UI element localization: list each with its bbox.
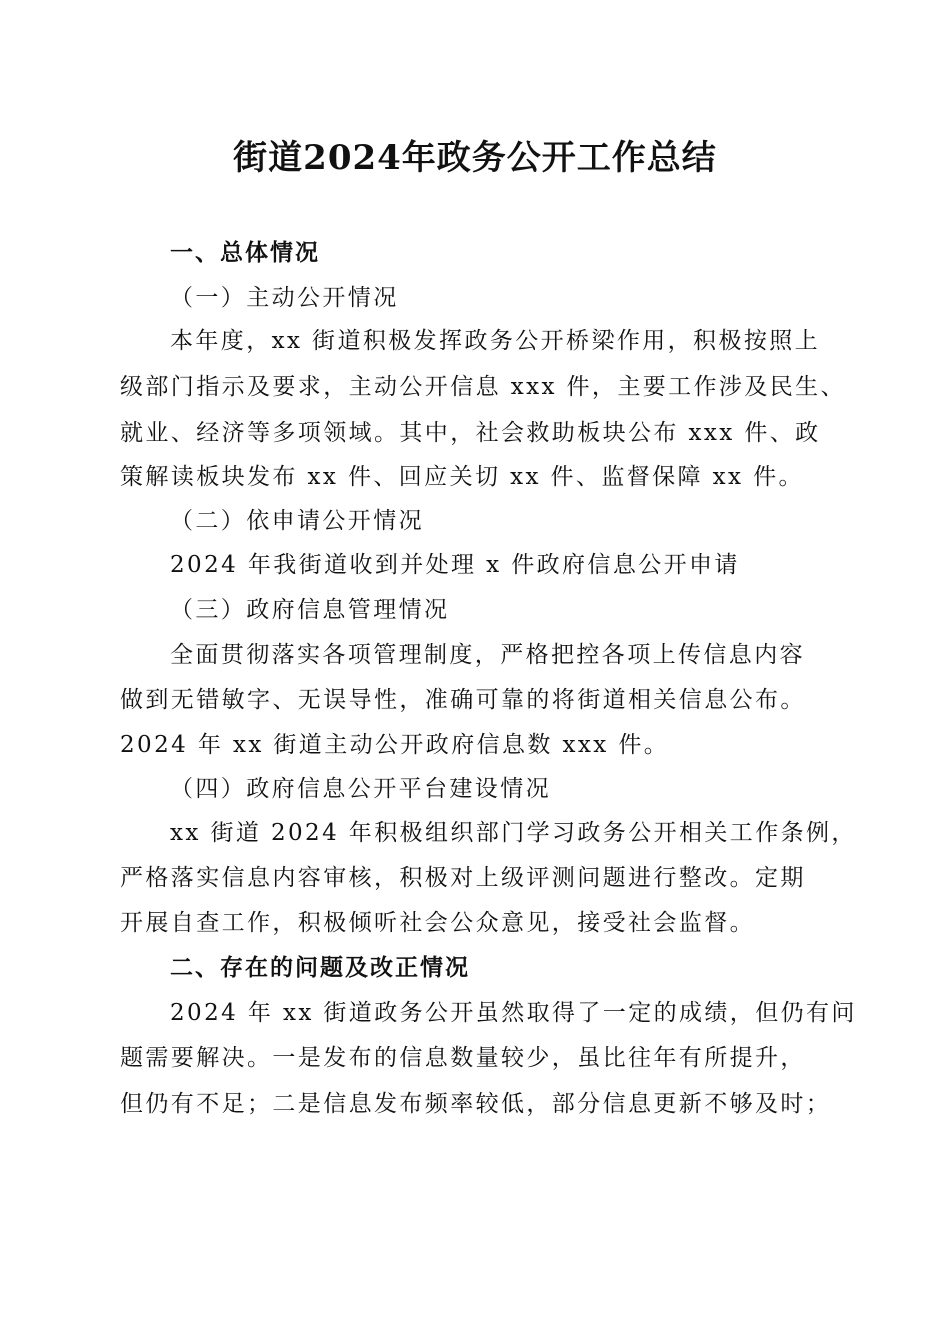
subheading-platform-construction: （四）政府信息公开平台建设情况 (170, 776, 551, 802)
paragraph-line: 题需要解决。一是发布的信息数量较少，虽比往年有所提升， (120, 1045, 806, 1071)
paragraph-line: 策解读板块发布 xx 件、回应关切 xx 件、监督保障 xx 件。 (120, 464, 804, 490)
page-title: 街道2024年政务公开工作总结 (233, 138, 717, 178)
subheading-information-management: （三）政府信息管理情况 (170, 597, 450, 623)
section-heading-overview: 一、总体情况 (170, 239, 320, 266)
paragraph-line: 但仍有不足；二是信息发布频率较低，部分信息更新不够及时； (120, 1091, 832, 1117)
paragraph-line: 开展自查工作，积极倾听社会公众意见，接受社会监督。 (120, 910, 755, 936)
paragraph-line: 严格落实信息内容审核，积极对上级评测问题进行整改。定期 (120, 865, 806, 891)
paragraph-line: 2024 年 xx 街道主动公开政府信息数 xxx 件。 (120, 732, 670, 758)
paragraph-line: 做到无错敏字、无误导性，准确可靠的将街道相关信息公布。 (120, 687, 806, 713)
paragraph-line: 2024 年 xx 街道政务公开虽然取得了一定的成绩，但仍有问 (170, 1000, 857, 1026)
section-heading-problems: 二、存在的问题及改正情况 (170, 954, 470, 981)
paragraph-line: 就业、经济等多项领域。其中，社会救助板块公布 xxx 件、政 (120, 420, 821, 446)
paragraph-line: 级部门指示及要求，主动公开信息 xxx 件，主要工作涉及民生、 (120, 374, 846, 400)
paragraph-line: 2024 年我街道收到并处理 x 件政府信息公开申请 (170, 552, 740, 578)
subheading-proactive-disclosure: （一）主动公开情况 (170, 285, 399, 311)
paragraph-line: xx 街道 2024 年积极组织部门学习政务公开相关工作条例， (170, 820, 857, 846)
paragraph-line: 全面贯彻落实各项管理制度，严格把控各项上传信息内容 (170, 642, 805, 668)
paragraph-line: 本年度，xx 街道积极发挥政务公开桥梁作用，积极按照上 (170, 328, 821, 354)
subheading-application-disclosure: （二）依申请公开情况 (170, 508, 424, 534)
